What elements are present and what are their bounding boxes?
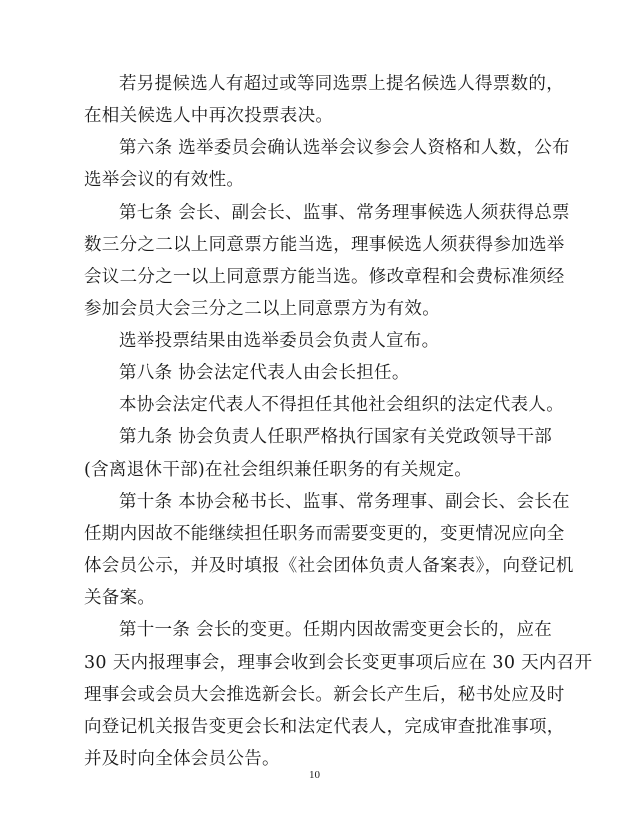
text-line: 若另提候选人有超过或等同选票上提名候选人得票数的， [119,74,564,94]
text-line: 第十条 本协会秘书长、监事、常务理事、副会长、会长在 [119,492,570,512]
text-line: 数三分之二以上同意票方能当选，理事候选人须获得参加选举 [84,235,565,255]
text-line: 并及时向全体会员公告。 [84,749,280,769]
text-line: 选举投票结果由选举委员会负责人宣布。 [119,331,440,351]
text-line: 30 天内报理事会，理事会收到会长变更事项后应在 30 天内召开 [84,653,593,673]
text-line: 选举会议的有效性。 [84,170,245,190]
text-line: 理事会或会员大会推选新会长。新会长产生后，秘书处应及时 [84,685,565,705]
text-line: 关备案。 [84,588,156,608]
text-line: 在相关候选人中再次投票表决。 [84,106,334,126]
text-line: 第九条 协会负责人任职严格执行国家有关党政领导干部 [119,427,553,447]
text-line: 向登记机关报告变更会长和法定代表人，完成审查批准事项， [84,717,565,737]
text-line: (含离退休干部)在社会组织兼任职务的有关规定。 [84,460,473,480]
text-line: 参加会员大会三分之二以上同意票方为有效。 [84,299,440,319]
text-line: 体会员公示，并及时填报《社会团体负责人备案表》，向登记机 [84,556,574,576]
page-number: 10 [309,769,320,781]
text-line: 第八条 协会法定代表人由会长担任。 [119,363,410,383]
text-line: 本协会法定代表人不得担任其他社会组织的法定代表人。 [119,395,564,415]
text-line: 任期内因故不能继续担任职务而需要变更的，变更情况应向全 [84,524,565,544]
text-line: 第六条 选举委员会确认选举会议参会人资格和人数，公布 [119,138,570,158]
text-line: 会议二分之一以上同意票方能当选。修改章程和会费标准须经 [84,267,565,287]
text-line: 第十一条 会长的变更。任期内因故需变更会长的，应在 [119,620,553,640]
text-line: 第七条 会长、副会长、监事、常务理事候选人须获得总票 [119,203,570,223]
